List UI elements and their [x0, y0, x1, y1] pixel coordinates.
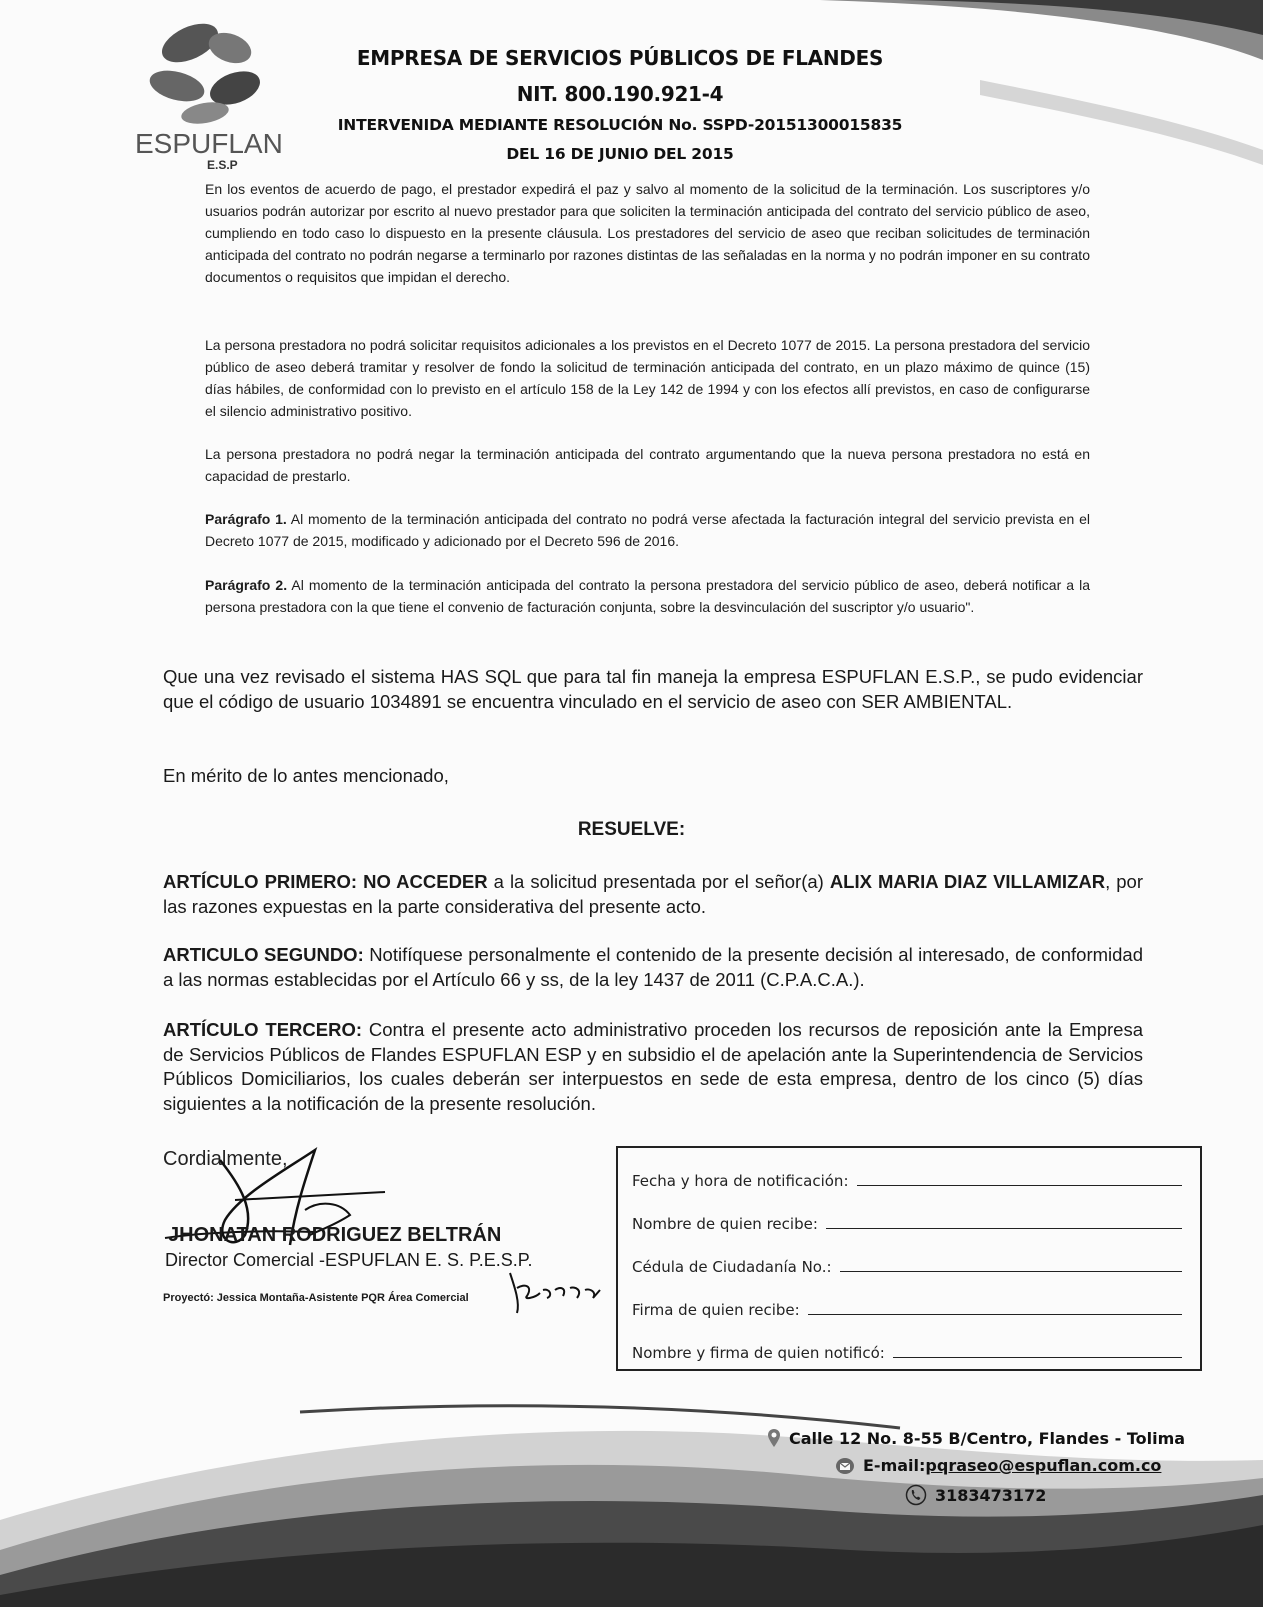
footer-email-label: E-mail:	[863, 1456, 926, 1475]
logo-emblem	[146, 16, 264, 127]
email-icon	[835, 1457, 855, 1475]
notification-field-id-number[interactable]	[632, 1250, 1182, 1276]
paragraph-payment-agreement: En los eventos de acuerdo de pago, el prestador expedirá el paz y salvo al momento de la solicitud de la terminación. Los suscriptores y/o usuarios podrán autorizar por escrito al nuevo prestador para que soliciten la terminación anticipada del contrato del servicio público de aseo, cumpliendo en todo caso lo dispuesto en la presente cláusula. Los prestadores del servicio de aseo que reciban solicitudes de terminación anticipada del contrato no podrán negarse a terminarlo por razones distintas de las señaladas en la norma y no podrán imponer en su contrato documentos o requisitos que impidan el derecho.	[205, 181, 1090, 285]
paragrafo-2-label: Parágrafo 2.	[205, 577, 288, 593]
notification-field-receiver-signature[interactable]	[632, 1293, 1182, 1319]
notification-line	[840, 1271, 1182, 1272]
logo-wordmark: ESPUFLAN	[135, 128, 283, 159]
notification-line	[808, 1314, 1182, 1315]
notification-line	[893, 1357, 1182, 1358]
paragraph-paragrafo-2	[205, 574, 1090, 618]
footer-email-link[interactable]: pqraseo@espuflan.com.co	[925, 1456, 1162, 1475]
signer-name: JHONATAN RODRIGUEZ BELTRÁN	[168, 1224, 502, 1246]
handwritten-initials	[505, 1268, 605, 1318]
location-pin-icon	[767, 1428, 781, 1448]
articulo-tercero-label: ARTÍCULO TERCERO:	[163, 1019, 363, 1040]
company-nit: NIT. 800.190.921-4	[516, 82, 724, 106]
footer-phone	[905, 1484, 1046, 1506]
applicant-name: ALIX MARIA DIAZ VILLAMIZAR	[829, 871, 1106, 892]
paragraph-system-review: Que una vez revisado el sistema HAS SQL que para tal fin maneja la empresa ESPUFLAN E.S.P., se pudo evidenciar que el código de usuario 1034891 se encuentra vinculado en el servicio de aseo con SER AMBIENTAL.	[163, 666, 1143, 712]
notification-line	[826, 1228, 1182, 1229]
paragrafo-2-text: Al momento de la terminación anticipada del contrato la persona prestadora del servicio público de aseo, deberá notificar a la persona prestadora con la que tiene el convenio de facturación conjunta, sobre la desvinculación del suscriptor y/o usuario".	[205, 577, 1090, 615]
closing-text: Cordialmente,	[163, 1148, 288, 1170]
notification-label-receiver: Nombre de quien recibe:	[632, 1215, 818, 1233]
articulo-segundo-text: Notifíquese personalmente el contenido de la presente decisión al interesado, de conformidad a las normas establecidas por el Artículo 66 y ss, de la ley 1437 de 2011 (C.P.A.C.A.).	[163, 944, 1143, 990]
notification-label-id: Cédula de Ciudadanía No.:	[632, 1258, 832, 1276]
footer-address	[767, 1428, 1185, 1448]
footer-phone-text: 3183473172	[935, 1485, 1047, 1505]
signer-role: Director Comercial -ESPUFLAN E. S. P.E.S.P.	[165, 1250, 533, 1270]
articulo-segundo-label: ARTICULO SEGUNDO:	[163, 944, 364, 965]
paragraph-no-deny: La persona prestadora no podrá negar la terminación anticipada del contrato argumentando que la nueva persona prestadora no está en capacidad de prestarlo.	[205, 446, 1090, 484]
articulo-segundo	[163, 943, 1143, 992]
notification-label-date: Fecha y hora de notificación:	[632, 1172, 849, 1190]
notification-field-receiver-name[interactable]	[632, 1207, 1182, 1233]
footer-address-text: Calle 12 No. 8-55 B/Centro, Flandes - Tolima	[789, 1428, 1186, 1448]
logo-subtext: E.S.P	[207, 158, 238, 172]
paragraph-merit: En mérito de lo antes mencionado,	[163, 765, 449, 786]
notification-field-notifier[interactable]	[632, 1336, 1182, 1362]
notification-line	[857, 1185, 1183, 1186]
footer-email	[835, 1456, 1161, 1475]
articulo-primero	[163, 870, 1143, 919]
paragraph-requirements: La persona prestadora no podrá solicitar requisitos adicionales a los previstos en el Decreto 1077 de 2015. La persona prestadora del servicio público de aseo deberá tramitar y resolver de fondo la solicitud de terminación anticipada del contrato, en un plazo máximo de quince (15) días hábiles, de conformidad con lo previsto en el artículo 158 de la Ley 142 de 1994 y con los efectos allí previstos, en caso de configurarse el silencio administrativo positivo.	[205, 337, 1090, 419]
paragrafo-1-label: Parágrafo 1.	[205, 511, 287, 527]
notification-field-date[interactable]	[632, 1164, 1182, 1190]
articulo-tercero	[163, 1018, 1143, 1116]
articulo-tercero-text: Contra el presente acto administrativo proceden los recursos de reposición ante la Empresa de Servicios Públicos de Flandes ESPUFLAN ESP y en subsidio el de apelación ante la Superintendencia de Servicios Públicos Domiciliarios, los cuales deberán ser interpuestos en sede de esta empresa, dentro de los cinco (5) días siguientes a la notificación de la presente resolución.	[163, 1019, 1143, 1114]
company-logo	[135, 8, 285, 173]
notification-label-signature: Firma de quien recibe:	[632, 1301, 800, 1319]
paragraph-paragrafo-1	[205, 508, 1090, 552]
projected-by: Proyectó: Jessica Montaña-Asistente PQR Área Comercial	[163, 1292, 469, 1304]
articulo-primero-label: ARTÍCULO PRIMERO: NO ACCEDER	[163, 871, 488, 892]
intervention-date: DEL 16 DE JUNIO DEL 2015	[506, 145, 734, 163]
notification-label-notifier: Nombre y firma de quien notificó:	[632, 1344, 885, 1362]
paragrafo-1-text: Al momento de la terminación anticipada del contrato no podrá verse afectada la facturación integral del servicio prevista en el Decreto 1077 de 2015, modificado y adicionado por el Decreto 596 de 2016.	[205, 511, 1090, 549]
company-title: EMPRESA DE SERVICIOS PÚBLICOS DE FLANDES	[356, 46, 884, 70]
articulo-primero-text-end: , por las razones expuestas en la parte considerativa del presente acto.	[163, 871, 1143, 917]
phone-icon	[905, 1484, 927, 1506]
articulo-primero-text: a la solicitud presentada por el señor(a)	[487, 871, 830, 892]
intervention-resolution: INTERVENIDA MEDIANTE RESOLUCIÓN No. SSPD-20151300015835	[337, 116, 903, 134]
resuelve-heading: RESUELVE:	[577, 819, 686, 840]
notification-box	[616, 1146, 1202, 1371]
